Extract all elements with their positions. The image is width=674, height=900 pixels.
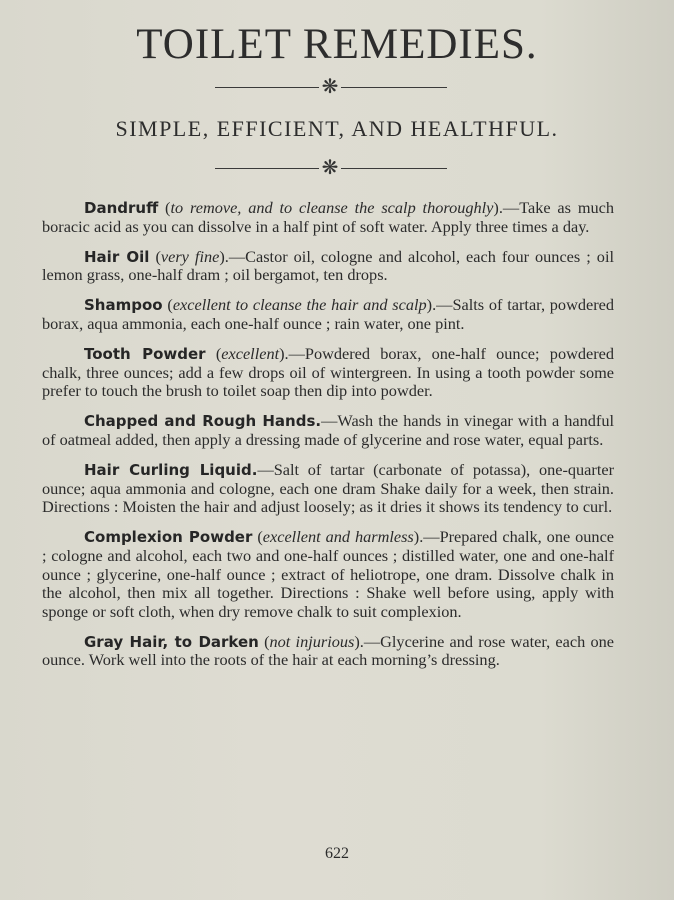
remedy-heading: Hair Oil: [84, 247, 150, 266]
remedy-entry-tooth-powder: Tooth Powder (excellent).—Powdered borax, one-half ounce; powdered chalk, three ounces; add a few drops oil of wintergreen. In using a tooth powder some prefer to touch the brush to toilet soap then dip into powder.: [42, 344, 614, 401]
remedy-entry-complexion-powder: Complexion Powder (excellent and harmless).—Prepared chalk, one ounce ; cologne and alcohol, each two and one-half ounces ; distilled water, one and one-half ounce ; glycerine, one-half ounce ; extract of heliotrope, one dram. Dissolve chalk in the alcohol, then mix all together. Directions : Shake well before using, apply with sponge or soft cloth, when dry remove chalk to suit complexion.: [42, 527, 615, 621]
remedy-heading: Dandruff: [84, 199, 159, 217]
page-number: 622: [325, 845, 349, 862]
divider-line: [341, 87, 447, 88]
page-title: TOILET REMEDIES.: [136, 21, 538, 68]
remedy-text: Take as much boracic acid as you can dissolve in a half pint of soft water. Apply three times a day.: [42, 198, 614, 236]
remedy-entry-chapped-hands: Chapped and Rough Hands.—Wash the hands in vinegar with a handful of oatmeal added, then apply a dressing made of glycerine and rose water, equal parts.: [42, 411, 614, 449]
remedy-note: to remove, and to cleanse the scalp thoroughly: [170, 198, 494, 217]
remedy-text: Castor oil, cologne and alcohol, each four ounces ; oil lemon grass, one-half dram ; oil bergamot, ten drops.: [42, 246, 614, 285]
remedy-text: Glycerine and rose water, each one ounce. Work well into the roots of the hair at each morning’s dressing.: [42, 631, 614, 670]
remedy-text: Prepared chalk, one ounce ; cologne and alcohol, each two and one-half ounces ; distilled water, one and one-half ounce ; glycerine, one-half ounce ; extract of heliotrope, one dram. Dissolve chalk in the alcohol, then mix all together. Directions : Shake well before using, apply with sponge or soft cloth, when dry remove chalk to suit complexion.: [42, 527, 615, 621]
remedy-heading: Gray Hair, to Darken: [84, 632, 259, 651]
remedy-entry-dandruff: Dandruff (to remove, and to cleanse the scalp thoroughly).—Take as much boracic acid as you can dissolve in a half pint of soft water. Apply three times a day.: [42, 198, 614, 236]
remedy-heading: Complexion Powder: [84, 528, 253, 547]
remedy-note: excellent to cleanse the hair and scalp: [172, 295, 427, 315]
remedy-note: very fine: [160, 246, 220, 266]
remedy-text: Salt of tartar (carbonate of potassa), one-quarter ounce; aqua ammonia and cologne, each one dram Shake daily for a week, then strain. Directions : Moisten the hair and adjust loosely; as it dries it shows its tendency to curl.: [42, 460, 614, 517]
divider-line: [341, 168, 447, 169]
remedy-text: Salts of tartar, powdered borax, aqua ammonia, each one-half ounce ; rain water, one pint.: [42, 295, 614, 333]
remedy-note: excellent: [221, 344, 280, 364]
ornament-icon: ❋: [321, 155, 339, 179]
remedy-text: Powdered borax, one-half ounce; powdered chalk, three ounces; add a few drops oil of wintergreen. In using a tooth powder some prefer to touch the brush to toilet soap then dip into powder.: [42, 344, 614, 401]
remedy-note: excellent and harmless: [262, 527, 414, 547]
remedy-heading: Shampoo: [84, 296, 163, 315]
remedy-entry-gray-hair: Gray Hair, to Darken (not injurious).—Glycerine and rose water, each one ounce. Work well into the roots of the hair at each morning’s dressing.: [42, 631, 614, 670]
remedies-list: [42, 199, 614, 681]
page-subtitle: SIMPLE, EFFICIENT, AND HEALTHFUL.: [115, 116, 559, 141]
ornament-icon: ❋: [321, 74, 339, 98]
divider-bottom: [215, 155, 447, 179]
remedy-entry-hair-oil: Hair Oil (very fine).—Castor oil, cologne and alcohol, each four ounces ; oil lemon grass, one-half dram ; oil bergamot, ten drops.: [42, 246, 614, 285]
remedy-entry-hair-curling: Hair Curling Liquid.—Salt of tartar (carbonate of potassa), one-quarter ounce; aqua ammonia and cologne, each one dram Shake daily for a week, then strain. Directions : Moisten the hair and adjust loosely; as it dries it shows its tendency to curl.: [42, 460, 614, 517]
remedy-note: not injurious: [269, 631, 355, 651]
divider-top: [215, 74, 447, 98]
remedy-heading: Tooth Powder: [84, 345, 206, 364]
remedy-heading: Chapped and Rough Hands.: [84, 412, 322, 431]
remedy-entry-shampoo: Shampoo (excellent to cleanse the hair and scalp).—Salts of tartar, powdered borax, aqua ammonia, each one-half ounce ; rain water, one pint.: [42, 295, 614, 333]
remedy-heading: Hair Curling Liquid.: [84, 461, 258, 480]
remedy-text: Wash the hands in vinegar with a handful of oatmeal added, then apply a dressing made of glycerine and rose water, equal parts.: [42, 411, 614, 449]
divider-line: [215, 87, 319, 88]
divider-line: [215, 168, 319, 169]
